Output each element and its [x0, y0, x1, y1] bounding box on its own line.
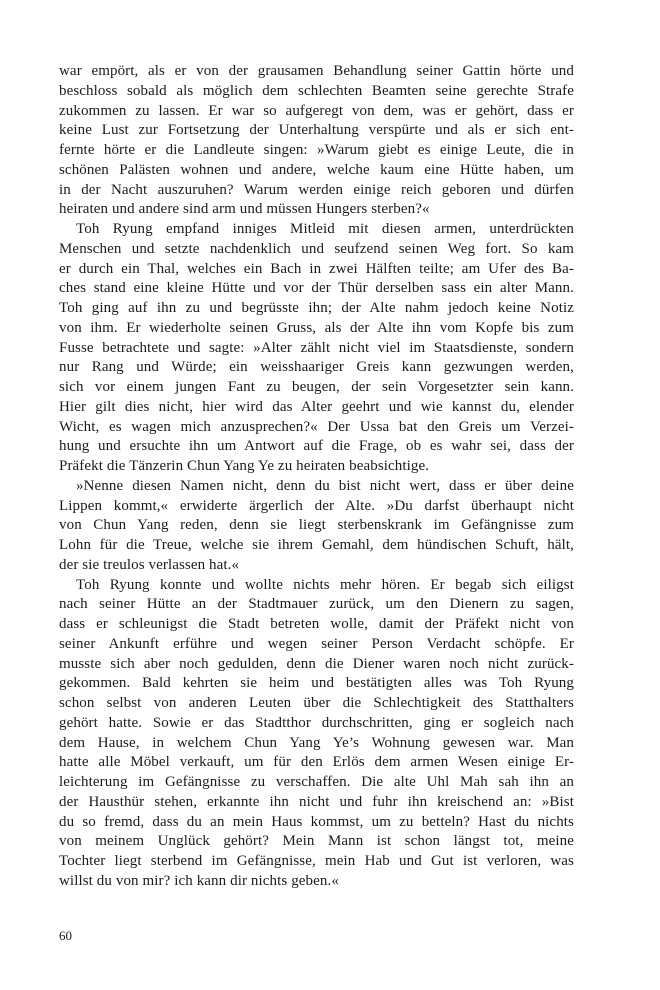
- text-line: nur Rang und Würde; ein weisshaariger Greis kann gezwungen werden,: [59, 359, 574, 376]
- text-line: gekommen. Bald kehrten sie heim und bestätigten alles was Toh Ryung: [59, 675, 574, 692]
- text-line: leichterung im Gefängnisse zu verschaffen. Die alte Uhl Mah sah ihn an: [59, 774, 574, 790]
- text-line: schon selbst von anderen Leuten über die Schlechtigkeit des Statthalters: [59, 695, 574, 711]
- text-line: heiraten und andere sind arm und müssen Hungers sterben?«: [59, 201, 430, 218]
- text-line: von meinem Unglück gehört? Mein Mann ist schon längst tot, meine: [59, 833, 574, 850]
- text-line: »Nenne diesen Namen nicht, denn du bist nicht wert, dass er über deine: [76, 477, 574, 494]
- text-line: Tochter liegt sterbend im Gefängnisse, mein Hab und Gut ist verloren, was: [59, 853, 574, 869]
- text-line: Menschen und setzte nachdenklich und seufzend seinen Weg fort. So kam: [59, 240, 574, 257]
- text-line: in der Nacht auszuruhen? Warum werden einige reich geboren und dürfen: [59, 181, 574, 198]
- text-line: er durch ein Thal, welches ein Bach in zwei Hälften teilte; am Ufer des Ba-: [59, 260, 574, 277]
- text-line: von ihm. Er wiederholte seinen Gruss, als der Alte ihn vom Kopfe bis zum: [59, 319, 574, 336]
- text-line: Lippen kommt,« erwiderte ärgerlich der Alte. »Du darfst überhaupt nicht: [59, 497, 574, 514]
- text-line: seiner Ankunft erführe und wegen seiner Person Verdacht schöpfe. Er: [59, 635, 574, 652]
- page-number: 60: [59, 928, 72, 943]
- text-line: hatte alle Möbel verkauft, um für den Erlös dem armen Wesen einige Er-: [59, 754, 574, 771]
- text-line: dem Hause, in welchem Chun Yang Ye’s Wohnung gewesen war. Man: [59, 734, 574, 751]
- text-line: du so fremd, dass du an mein Haus kommst, um zu betteln? Hast du nichts: [59, 813, 574, 830]
- text-line: sich vor einem jungen Fant zu beugen, der sein Vorgesetzter sein kann.: [59, 379, 574, 395]
- text-line: Präfekt die Tänzerin Chun Yang Ye zu heiraten beabsichtige.: [59, 458, 430, 474]
- text-line: der Hausthür stehen, erkannte ihn nicht und fuhr ihn kreischend an: »Bist: [59, 793, 574, 810]
- page-text-block: [59, 62, 574, 892]
- text-line: schönen Palästen wohnen und andere, welche kaum eine Hütte haben, um: [59, 161, 574, 178]
- text-line: von Chun Yang reden, denn sie liegt sterbenskrank im Gefängnisse zum: [59, 517, 574, 534]
- text-line: der sie treulos verlassen hat.«: [59, 556, 240, 573]
- text-line: Fusse betrachtete und sagte: »Alter zählt nicht viel im Staatsdienste, sondern: [59, 339, 574, 356]
- text-line: Lohn für die Treue, welche sie ihrem Gemahl, dem hündischen Schuft, hält,: [59, 537, 574, 553]
- text-line: beschloss sobald als möglich dem schlechten Beamten seine gerechte Strafe: [59, 82, 574, 99]
- text-line: musste sich aber noch gedulden, denn die Diener waren noch nicht zurück-: [59, 655, 574, 672]
- text-line: Wicht, es wagen mich anzusprechen?« Der Ussa bat den Greis um Verzei-: [59, 418, 574, 435]
- text-line: keine Lust zur Fortsetzung der Unterhaltung verspürte und als er sich ent-: [59, 122, 574, 139]
- text-line: ches stand eine kleine Hütte und vor der Thür derselben sass ein alter Mann.: [59, 280, 574, 297]
- text-line: dass er schleunigst die Stadt betreten wolle, damit der Präfekt nicht von: [59, 616, 574, 632]
- text-line: gehört hatte. Sowie er das Stadtthor durchschritten, ging er sogleich nach: [59, 714, 574, 731]
- text-line: nach seiner Hütte an der Stadtmauer zurück, um den Dienern zu sagen,: [59, 596, 574, 613]
- text-line: zukommen zu lassen. Er war so aufgeregt von dem, was er gehört, dass er: [59, 102, 574, 119]
- text-line: Toh Ryung empfand inniges Mitleid mit diesen armen, unterdrückten: [76, 221, 574, 237]
- text-line: willst du von mir? ich kann dir nichts geben.«: [59, 872, 339, 889]
- text-line: Hier gilt dies nicht, hier wird das Alter geehrt und wie kannst du, elender: [59, 398, 574, 415]
- text-line: hung und ersuchte ihn um Antwort auf die Frage, ob es wahr sei, dass der: [59, 438, 574, 455]
- text-line: war empört, als er von der grausamen Behandlung seiner Gattin hörte und: [59, 63, 574, 79]
- text-line: Toh Ryung konnte und wollte nichts mehr hören. Er begab sich eiligst: [76, 576, 574, 593]
- text-line: Toh ging auf ihn zu und begrüsste ihn; der Alte nahm jedoch keine Notiz: [59, 300, 574, 316]
- text-line: fernte hörte er die Landleute singen: »Warum giebt es einige Leute, die in: [59, 142, 574, 158]
